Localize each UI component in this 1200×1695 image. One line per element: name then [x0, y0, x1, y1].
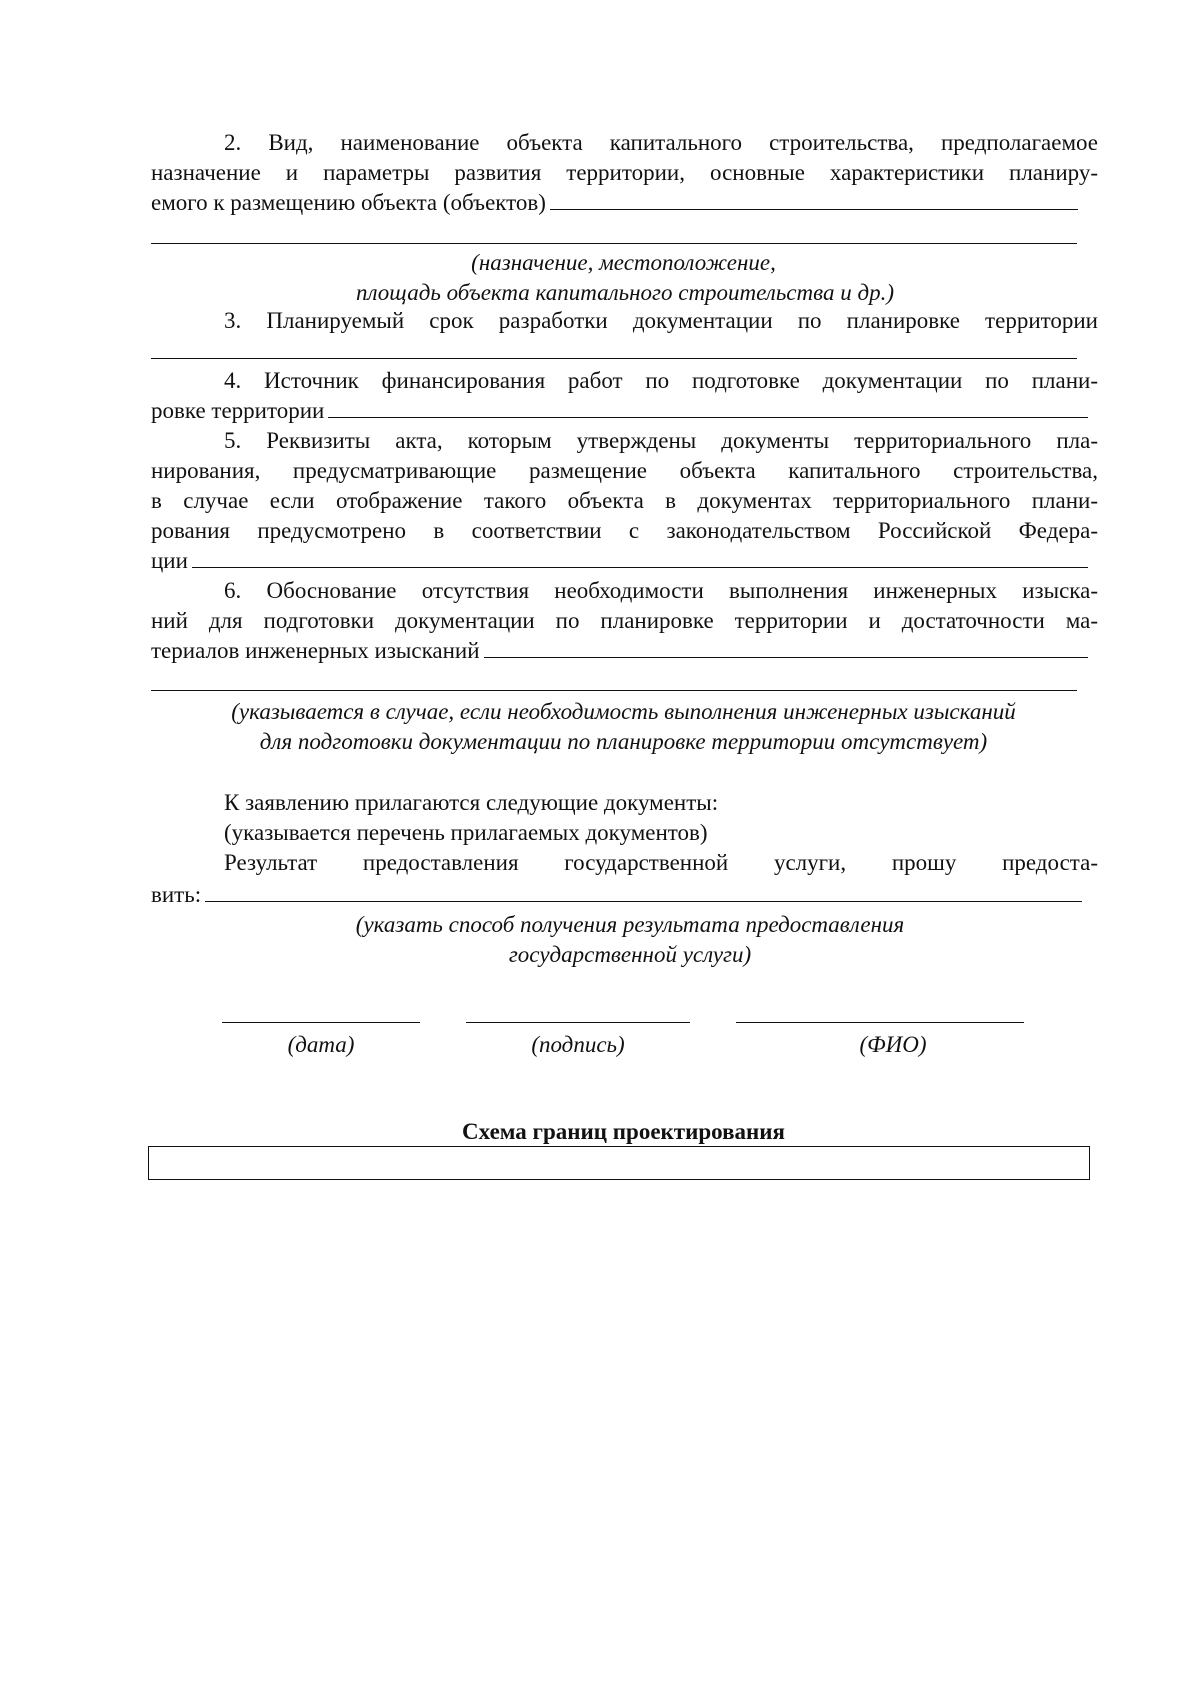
item5-line4: рования предусмотрено в соответствии с законодательством Российской Федера-: [151, 518, 1098, 543]
result-line2: вить:: [151, 882, 202, 907]
result-answer-field[interactable]: [205, 881, 1082, 902]
signature-field[interactable]: [466, 1022, 690, 1023]
result-caption1: (указать способ получения результата предоставления: [355, 912, 905, 937]
attachments-line1: К заявлению прилагаются следующие документы:: [224, 790, 719, 815]
item5-line5-row: [151, 546, 1088, 576]
item2-line1: 2. Вид, наименование объекта капитального строительства, предполагаемое: [224, 130, 1098, 155]
schema-frame: [148, 1146, 1090, 1180]
item2-line3: емого к размещению объекта (объектов): [151, 190, 546, 215]
item2-caption1: (назначение, местоположение,: [471, 250, 776, 275]
signature-label: (подпись): [531, 1032, 625, 1057]
item5-line5: ции: [151, 548, 188, 573]
item6-answer-line2[interactable]: [151, 690, 1077, 691]
name-field[interactable]: [736, 1022, 1024, 1023]
item2-line3-row: [151, 188, 1078, 218]
item6-line2: ний для подготовки документации по планировке территории и достаточности ма-: [151, 608, 1098, 633]
item5-line2: нирования, предусматривающие размещение объекта капитального строительства,: [151, 458, 1098, 483]
item6-answer-field[interactable]: [484, 637, 1088, 658]
item5-line1: 5. Реквизиты акта, которым утверждены документы территориального пла-: [224, 428, 1098, 453]
item2-caption2: площадь объекта капитального строительства и др.): [356, 280, 894, 305]
item6-line1: 6. Обоснование отсутствия необходимости выполнения инженерных изыска-: [224, 578, 1098, 603]
item6-caption1: (указывается в случае, если необходимость выполнения инженерных изысканий: [231, 699, 1016, 724]
schema-title: Схема границ проектирования: [462, 1119, 785, 1144]
item3-answer-line[interactable]: [151, 358, 1077, 359]
item4-line2-row: [151, 396, 1088, 426]
date-field[interactable]: [222, 1022, 420, 1023]
item2-line2: назначение и параметры развития территории, основные характеристики планиру-: [151, 160, 1098, 185]
attachments-line2: (указывается перечень прилагаемых документов): [224, 820, 708, 845]
item6-line3-row: [151, 636, 1088, 666]
item3-line1: 3. Планируемый срок разработки документации по планировке территории: [224, 308, 1098, 333]
name-label: (ФИО): [859, 1032, 927, 1057]
date-label: (дата): [287, 1032, 355, 1057]
result-caption2: государственной услуги): [508, 942, 752, 967]
item6-line3: териалов инженерных изысканий: [151, 638, 480, 663]
result-line1: Результат предоставления государственной услуги, прошу предоста-: [224, 850, 1098, 875]
item6-caption2: для подготовки документации по планировке территории отсутствует): [259, 729, 988, 754]
item4-line2: ровке территории: [151, 398, 325, 423]
item2-answer-line2[interactable]: [151, 243, 1077, 244]
item5-answer-field[interactable]: [192, 547, 1088, 568]
item4-line1: 4. Источник финансирования работ по подготовке документации по плани-: [224, 368, 1098, 393]
item4-answer-field[interactable]: [328, 397, 1088, 418]
item2-answer-field[interactable]: [550, 189, 1078, 210]
item5-line3: в случае если отображение такого объекта в документах территориального плани-: [151, 488, 1098, 513]
result-line2-row: [151, 880, 1082, 910]
